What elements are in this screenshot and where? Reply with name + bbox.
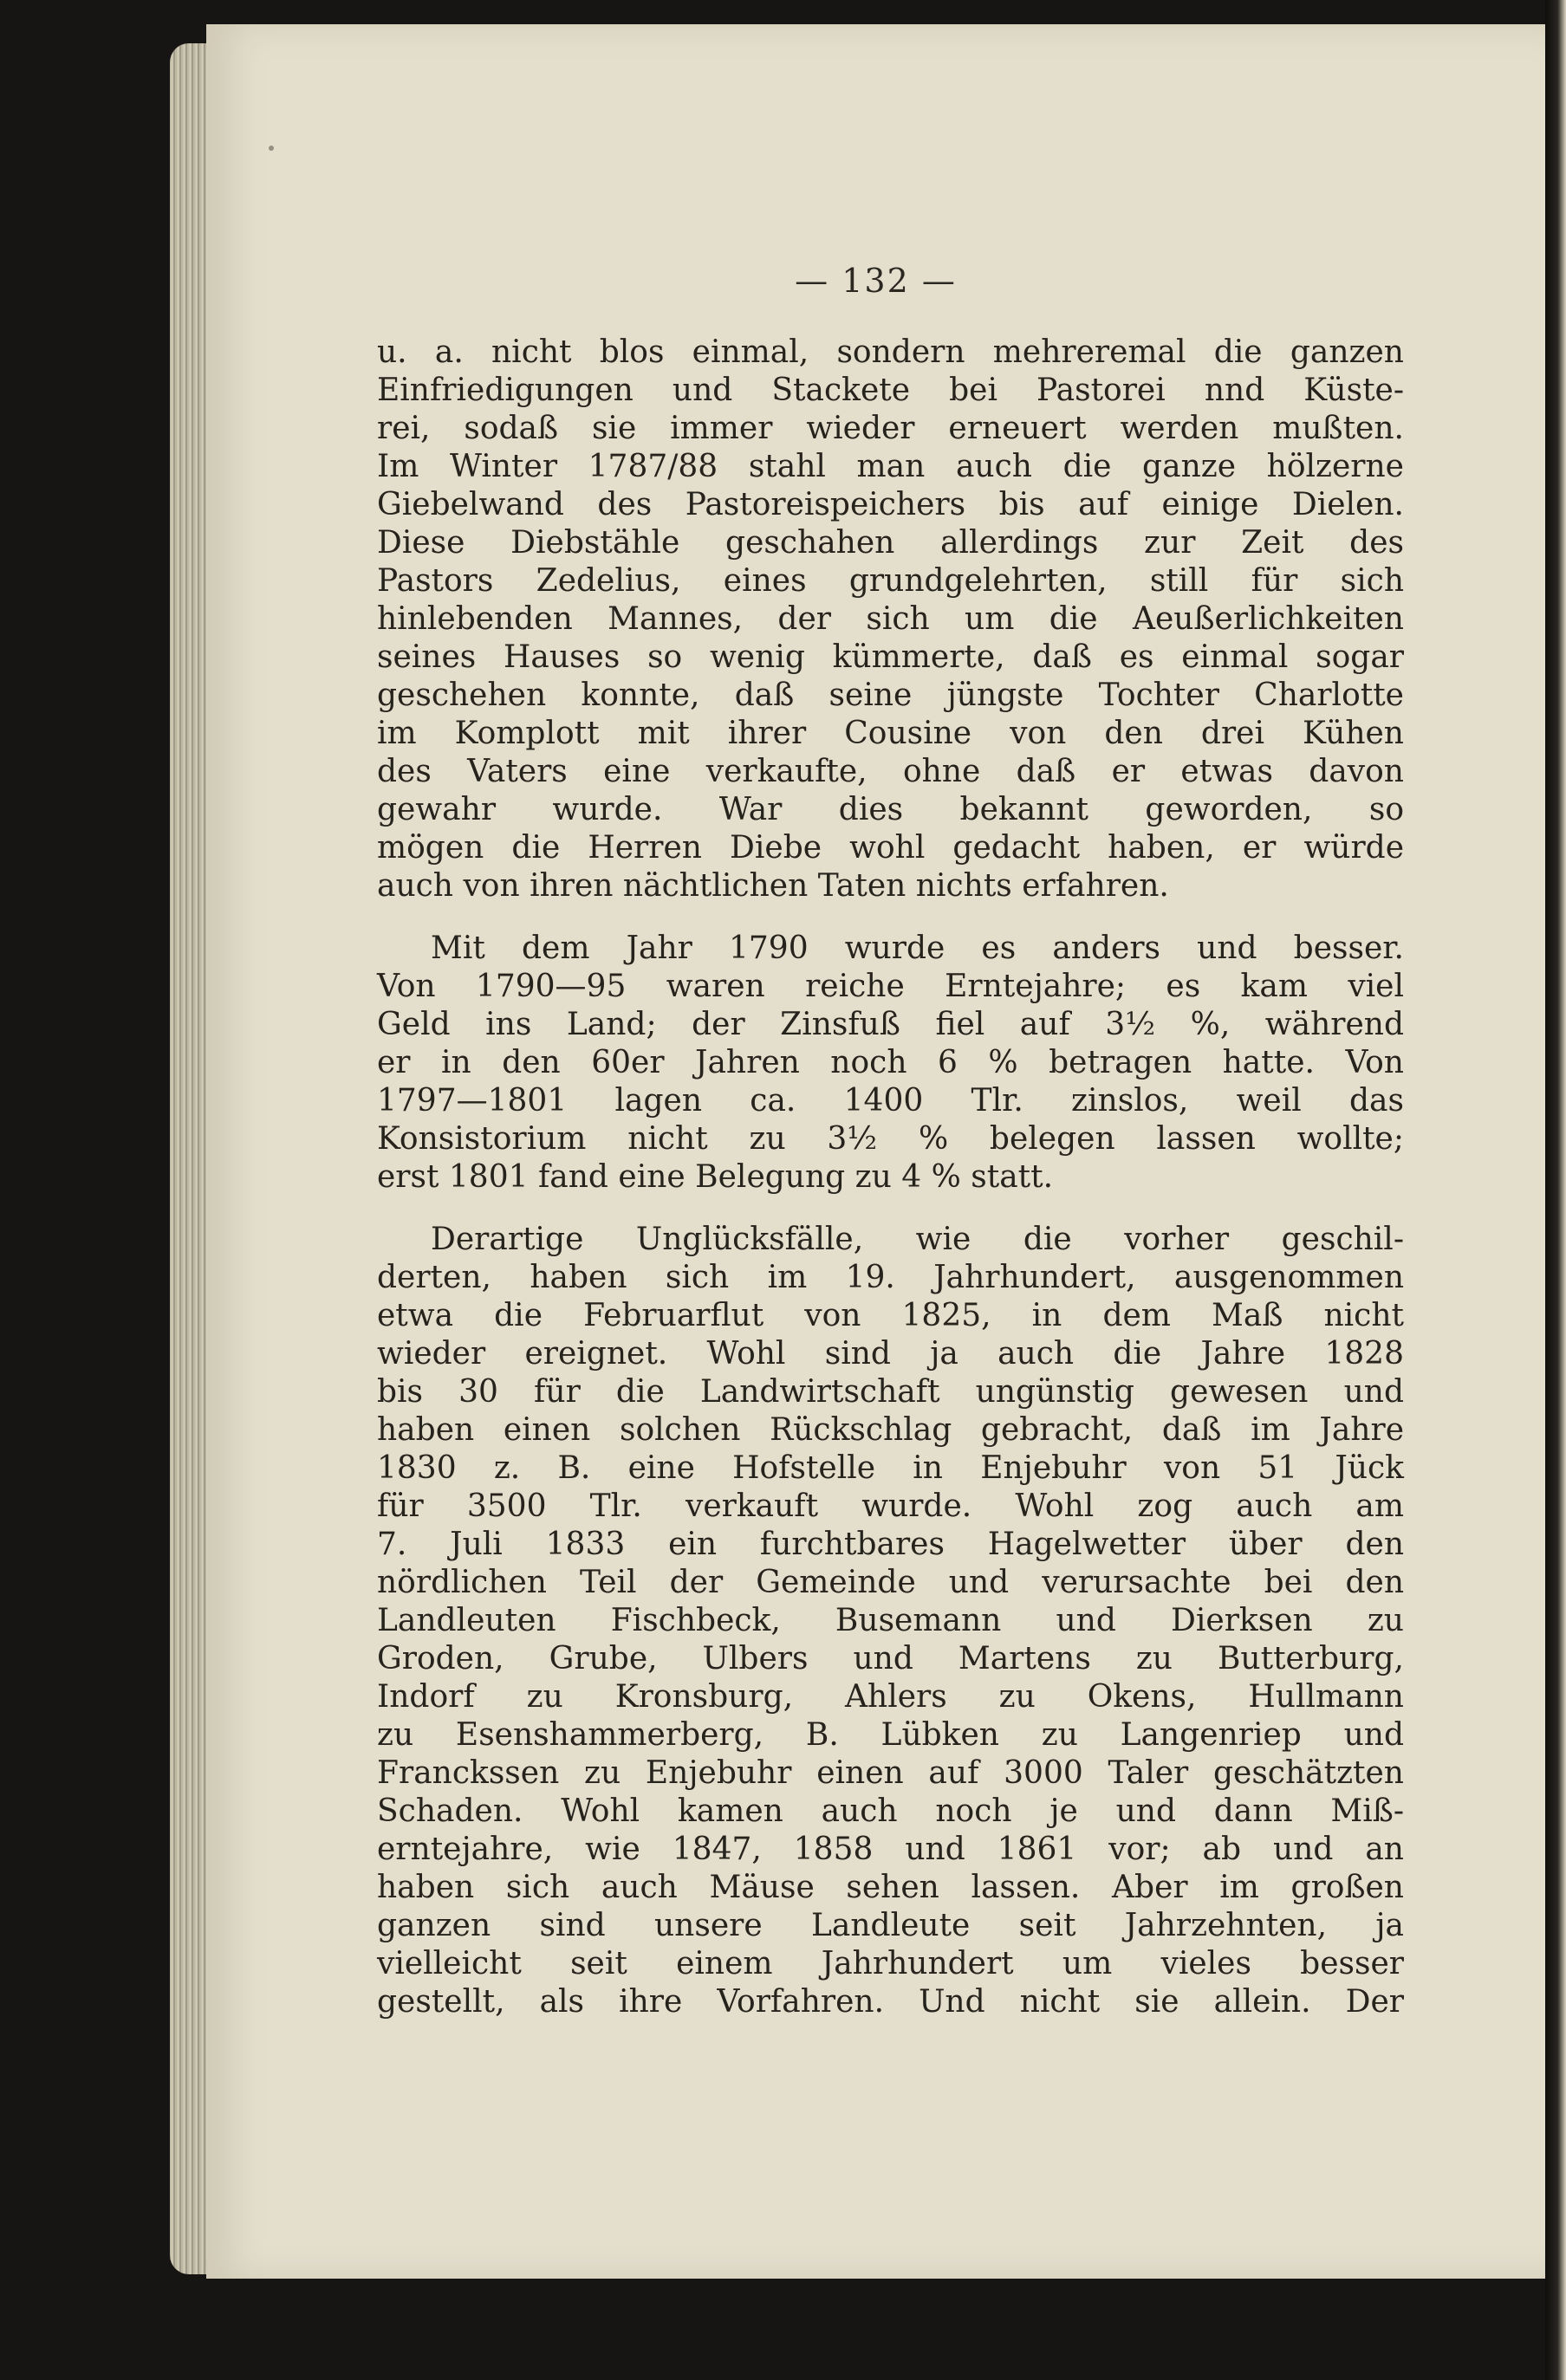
text-line: 1797—1801 lagen ca. 1400 Tlr. zinslos, weil das	[377, 1083, 1404, 1119]
page-number: — 132 —	[795, 262, 957, 300]
text-line: gestellt, als ihre Vorfahren. Und nicht sie allein. Der	[377, 1984, 1404, 2020]
text-line: ganzen sind unsere Landleute seit Jahrzehnten, ja	[377, 1908, 1404, 1943]
text-line: Pastors Zedelius, eines grundgelehrten, still für sich	[377, 563, 1404, 599]
paper-speck	[269, 146, 274, 151]
text-line: hinlebenden Mannes, der sich um die Aeußerlichkeiten	[377, 601, 1404, 637]
paragraph-3	[377, 1221, 1404, 2021]
text-line: seines Hauses so wenig kümmerte, daß es einmal sogar	[377, 639, 1404, 675]
text-line: auch von ihren nächtlichen Taten nichts erfahren.	[377, 868, 1169, 904]
text-line: Diese Diebstähle geschahen allerdings zur Zeit des	[377, 525, 1404, 561]
body-text	[377, 334, 1404, 2046]
paragraph-1	[377, 334, 1404, 905]
text-line: des Vaters eine verkaufte, ohne daß er etwas davon	[377, 754, 1404, 789]
text-line: im Komplott mit ihrer Cousine von den drei Kühen	[377, 716, 1404, 751]
text-line: 7. Juli 1833 ein furchtbares Hagelwetter über den	[377, 1527, 1404, 1562]
text-line: Von 1790—95 waren reiche Erntejahre; es kam viel	[377, 969, 1404, 1004]
text-line: zu Esenshammerberg, B. Lübken zu Langenriep und	[377, 1717, 1404, 1753]
text-line: er in den 60er Jahren noch 6 % betragen hatte. Von	[377, 1045, 1404, 1080]
text-line: Schaden. Wohl kamen auch noch je und dann Miß-	[377, 1793, 1404, 1829]
text-line: u. a. nicht blos einmal, sondern mehreremal die ganzen	[377, 334, 1404, 370]
text-line: Groden, Grube, Ulbers und Martens zu Butterburg,	[377, 1641, 1404, 1676]
text-line: Einfriedigungen und Stackete bei Pastorei nnd Küste-	[377, 373, 1404, 408]
text-line: mögen die Herren Diebe wohl gedacht haben, er würde	[377, 830, 1404, 866]
text-line: Im Winter 1787/88 stahl man auch die ganze hölzerne	[377, 449, 1404, 484]
text-line: Geld ins Land; der Zinsfuß fiel auf 3½ %, während	[377, 1007, 1404, 1042]
text-line: vielleicht seit einem Jahrhundert um vieles besser	[377, 1946, 1404, 1981]
paragraph-2	[377, 930, 1404, 1196]
text-line: rei, sodaß sie immer wieder erneuert werden mußten.	[377, 411, 1404, 446]
text-line: haben einen solchen Rückschlag gebracht, daß im Jahre	[377, 1412, 1404, 1448]
text-line: Landleuten Fischbeck, Busemann und Dierksen zu	[377, 1603, 1404, 1638]
text-line: derten, haben sich im 19. Jahrhundert, ausgenommen	[377, 1260, 1404, 1295]
text-line: Derartige Unglücksfälle, wie die vorher geschil-	[431, 1222, 1404, 1257]
text-line: Konsistorium nicht zu 3½ % belegen lassen wollte;	[377, 1121, 1404, 1157]
text-line: etwa die Februarflut von 1825, in dem Maß nicht	[377, 1298, 1404, 1333]
text-line: Giebelwand des Pastoreispeichers bis auf einige Dielen.	[377, 487, 1404, 522]
text-line: Mit dem Jahr 1790 wurde es anders und besser.	[431, 931, 1404, 966]
text-line: haben sich auch Mäuse sehen lassen. Aber im großen	[377, 1870, 1404, 1905]
facing-page-edge	[1545, 0, 1566, 2380]
text-line: für 3500 Tlr. verkauft wurde. Wohl zog auch am	[377, 1488, 1404, 1524]
text-line: Indorf zu Kronsburg, Ahlers zu Okens, Hullmann	[377, 1679, 1404, 1715]
text-line: gewahr wurde. War dies bekannt geworden, so	[377, 792, 1404, 827]
text-line: erntejahre, wie 1847, 1858 und 1861 vor; ab und an	[377, 1832, 1404, 1867]
text-line: wieder ereignet. Wohl sind ja auch die Jahre 1828	[377, 1336, 1404, 1372]
text-line: 1830 z. B. eine Hofstelle in Enjebuhr von 51 Jück	[377, 1450, 1404, 1486]
text-line: nördlichen Teil der Gemeinde und verursachte bei den	[377, 1565, 1404, 1600]
text-line: geschehen konnte, daß seine jüngste Tochter Charlotte	[377, 678, 1404, 713]
text-line: Franckssen zu Enjebuhr einen auf 3000 Taler geschätzten	[377, 1755, 1404, 1791]
text-line: bis 30 für die Landwirtschaft ungünstig gewesen und	[377, 1374, 1404, 1410]
text-line: erst 1801 fand eine Belegung zu 4 % statt.	[377, 1159, 1054, 1195]
